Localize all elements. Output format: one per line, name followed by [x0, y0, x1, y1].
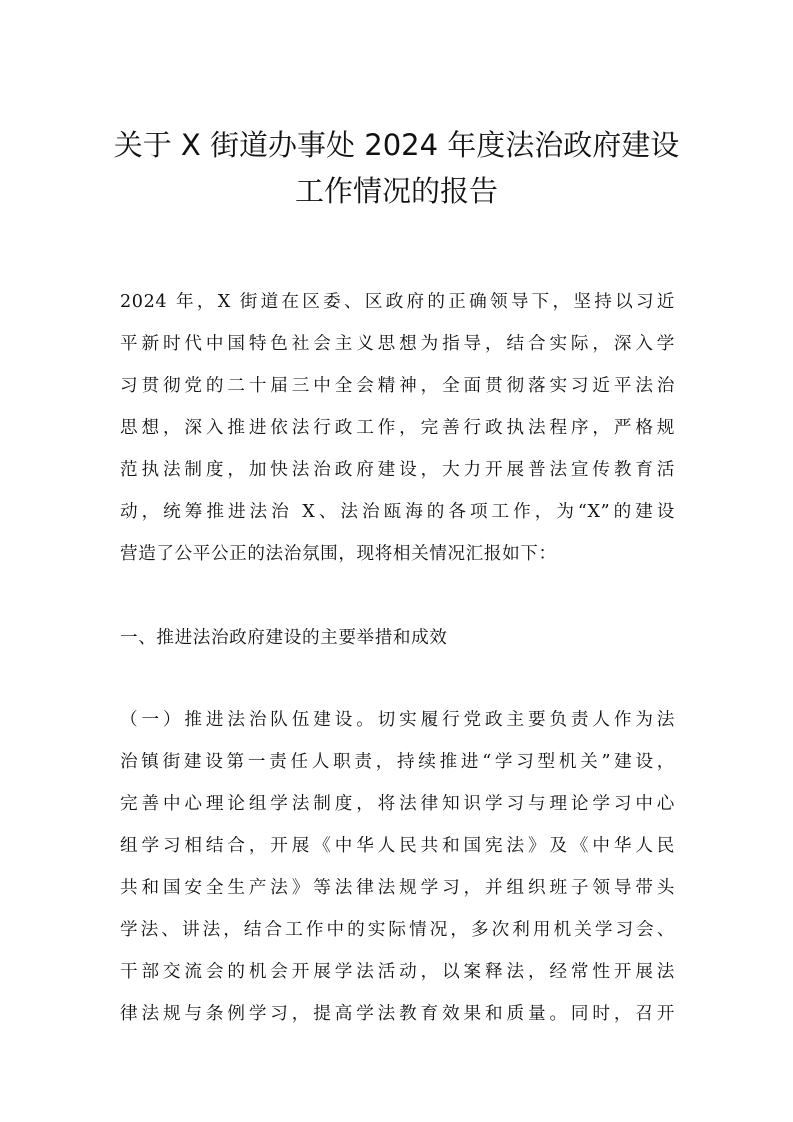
- body-line: 完善中心理论组学法制度，将法律知识学习与理论学习中心: [120, 794, 675, 814]
- body-line: 共和国安全生产法》等法律法规学习，并组织班子领导带头: [120, 878, 675, 898]
- intro-line: 习贯彻党的二十届三中全会精神，全面贯彻落实习近平法治: [120, 376, 675, 396]
- section-heading: 一、推进法治政府建设的主要举措和成效: [120, 628, 448, 648]
- intro-line: 2024 年，X 街道在区委、区政府的正确领导下，坚持以习近: [120, 292, 675, 312]
- body-line: 学法、讲法，结合工作中的实际情况，多次利用机关学习会、: [120, 920, 675, 940]
- intro-line: 营造了公平公正的法治氛围，现将相关情况汇报如下：: [120, 544, 557, 564]
- title-text-1: 关于 X 街道办事处 2024 年度法治政府建设: [113, 128, 680, 162]
- intro-line: 平新时代中国特色社会主义思想为指导，结合实际，深入学: [120, 334, 675, 354]
- title-text-2: 工作情况的报告: [294, 174, 498, 208]
- intro-line: 思想，深入推进依法行政工作，完善行政执法程序，严格规: [120, 418, 675, 438]
- document-title-line-2: [110, 168, 683, 214]
- body-line: （一）推进法治队伍建设。切实履行党政主要负责人作为法: [120, 710, 675, 730]
- intro-line: 范执法制度，加快法治政府建设，大力开展普法宣传教育活: [120, 460, 675, 480]
- document-title-line-1: [110, 122, 683, 168]
- body-line: 组学习相结合，开展《中华人民共和国宪法》及《中华人民: [120, 836, 675, 856]
- body-line: 律法规与条例学习，提高学法教育效果和质量。同时，召开: [120, 1004, 675, 1024]
- body-line: 干部交流会的机会开展学法活动，以案释法，经常性开展法: [120, 962, 675, 982]
- intro-line: 动，统筹推进法治 X、法治瓯海的各项工作，为“X”的建设: [120, 502, 675, 522]
- body-line: 治镇街建设第一责任人职责，持续推进“学习型机关”建设，: [120, 752, 675, 772]
